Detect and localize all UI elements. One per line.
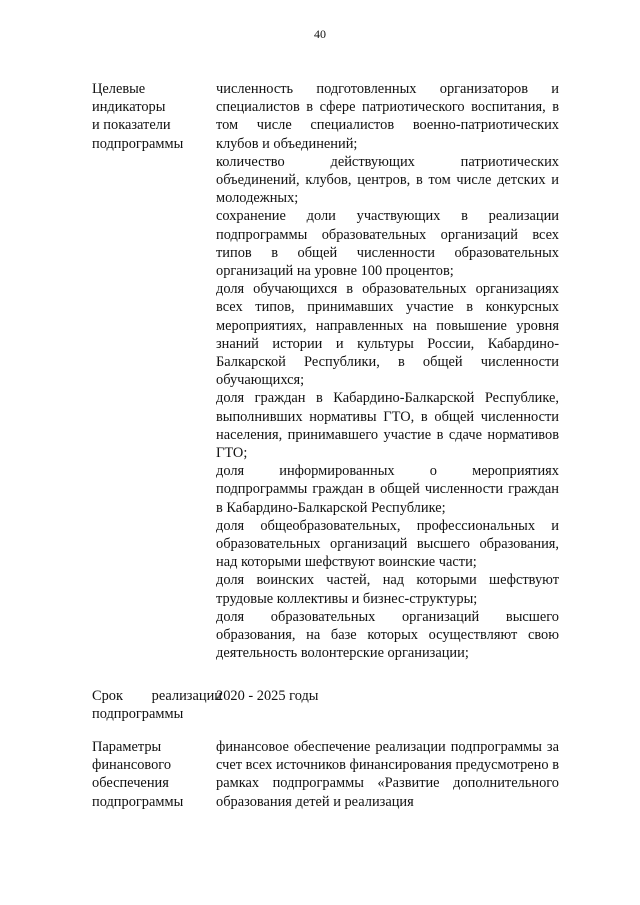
indicator-item: сохранение доли участвующих в реализации подпрограммы образовательных организаций всех типов в общей численности образовательных организаций на уровне 100 процентов; <box>216 208 559 280</box>
indicator-item: доля воинских частей, над которыми шефствуют трудовые коллективы и бизнес-структуры; <box>216 572 559 607</box>
indicator-item: доля обучающихся в образовательных организациях всех типов, принимавших участие в конкурсных мероприятиях, направленных на повышение уровня знаний истории и культуры России, Кабардино-Балкарской Республики, в общей численности обучающихся; <box>216 281 559 389</box>
indicator-item: численность подготовленных организаторов и специалистов в сфере патриотического воспитания, в том числе специалистов военно-патриотических клубов и объединений; <box>216 81 559 152</box>
indicator-item: доля образовательных организаций высшего образования, на базе которых осуществляют свою деятельность волонтерские организации; <box>216 608 559 662</box>
financing-label: Параметры финансового обеспечения подпрограммы <box>92 739 184 810</box>
page-number: 40 <box>314 27 326 41</box>
term-value: 2020 - 2025 годы <box>216 688 319 704</box>
financing-text: финансовое обеспечение реализации подпрограммы за счет всех источников финансирования предусмотрено в рамках подпрограммы «Развитие дополнительного образования детей и реализация <box>216 739 559 810</box>
term-label-word-2: реализации <box>151 688 222 704</box>
financing-content <box>216 738 559 811</box>
indicator-item: количество действующих патриотических объединений, клубов, центров, в том числе детских и молодежных; <box>216 153 559 207</box>
term-label-line1 <box>92 687 222 705</box>
term-label <box>92 687 222 723</box>
indicator-item: доля информированных о мероприятиях подпрограммы граждан в общей численности граждан в Кабардино-Балкарской Республике; <box>216 463 559 516</box>
indicator-item: доля граждан в Кабардино-Балкарской Республике, выполнивших нормативы ГТО, в общей численности населения, принимавшего участие в сдаче нормативов ГТО; <box>216 390 559 462</box>
indicator-item: доля общеобразовательных, профессиональных и образовательных организаций высшего образования, над которыми шефствуют воинские части; <box>216 517 559 571</box>
term-label-line2: подпрограммы <box>92 706 184 723</box>
indicators-label: Целевые индикаторы и показатели подпрограммы <box>92 81 184 152</box>
indicators-list <box>216 80 559 663</box>
term-label-word-1: Срок <box>92 688 123 704</box>
